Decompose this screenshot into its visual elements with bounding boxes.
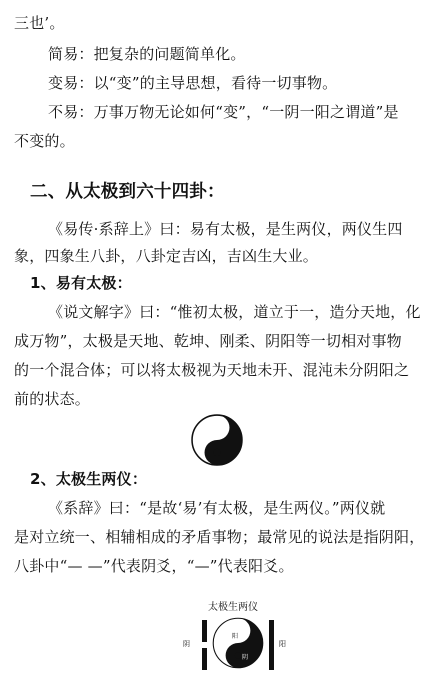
paragraph-jianyi: 简易：把复杂的问题简单化。	[48, 45, 246, 63]
yin-bar-top	[202, 620, 207, 642]
paragraph-buyi: 不易：万事万物无论如何“变”，“一阴一阳之谓道”是	[48, 103, 399, 121]
paragraph-line: 成万物”，太极是天地、乾坤、刚柔、阴阳等一切相对事物	[14, 332, 402, 350]
figure-title: 太极生两仪	[208, 602, 258, 613]
paragraph-bianyi: 变易：以“变”的主导思想，看待一切事物。	[48, 74, 338, 92]
paragraph-line: 的一个混合体；可以将太极视为天地未开、混沌未分阴阳之	[14, 361, 410, 379]
paragraph-line: 八卦中“— —”代表阴爻，“—”代表阳爻。	[14, 557, 294, 575]
paragraph-line: 是对立统一、相辅相成的矛盾事物；最常见的说法是指阴阳，	[14, 528, 425, 546]
section-heading: 二、从太极到六十四卦：	[30, 182, 225, 202]
taiji-symbol	[191, 414, 243, 466]
yin-bar-bottom	[202, 648, 207, 670]
subsection-heading: 2、太极生两仪：	[30, 470, 148, 488]
paragraph-line: 不变的。	[14, 132, 75, 150]
yang-bar	[269, 620, 274, 670]
subsection-heading: 1、易有太极：	[30, 274, 132, 292]
paragraph-line: 前的状态。	[14, 390, 91, 408]
yin-label: 阴	[183, 640, 190, 648]
inner-yang-label: 阳	[232, 633, 239, 640]
paragraph-xici-quote: 《易传·系辞上》曰：易有太极，是生两仪，两仪生四	[48, 220, 403, 238]
yang-label: 阳	[279, 640, 286, 648]
inner-yin-label: 阴	[242, 654, 249, 661]
paragraph-line: 三也’。	[14, 14, 65, 32]
paragraph-line: 象，四象生八卦，八卦定吉凶，吉凶生大业。	[14, 247, 319, 265]
taiji-small-icon	[211, 615, 265, 671]
paragraph-shuowen: 《说文解字》曰：“惟初太极，道立于一，造分天地，化	[48, 303, 421, 321]
paragraph-xici: 《系辞》曰：“是故‘易’有太极，是生两仪。”两仪就	[48, 499, 386, 517]
